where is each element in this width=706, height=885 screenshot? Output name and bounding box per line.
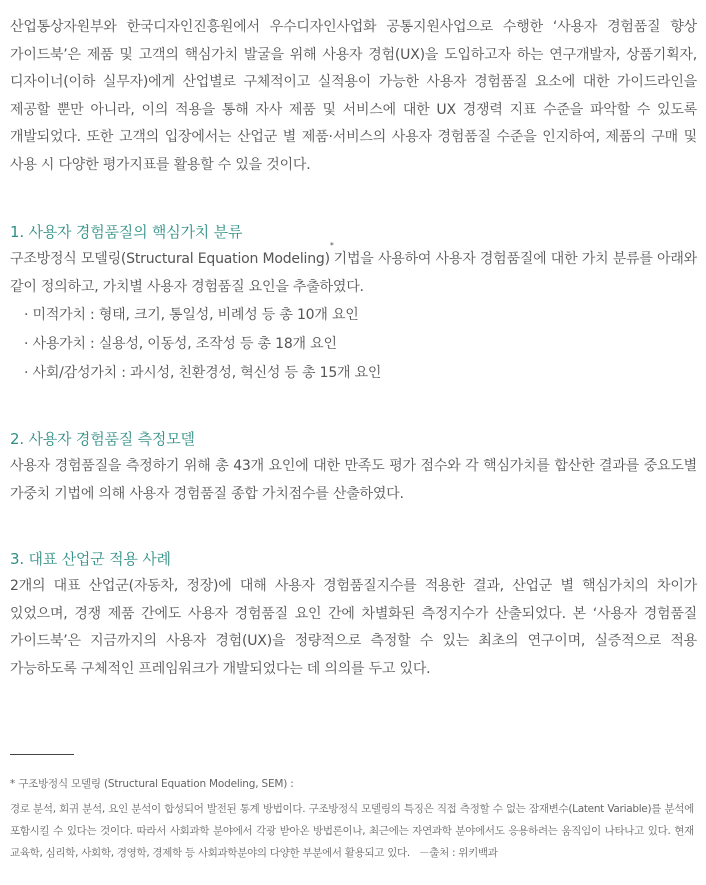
list-item: · 사용가치 : 실용성, 이동성, 조작성 등 총 18개 요인 [24,336,337,352]
value-list [10,301,697,388]
section-heading: 2. 사용자 경험품질 측정모델 [10,430,195,448]
intro-paragraph: 산업통상자원부와 한국디자인진흥원에서 우수디자인사업화 공통지원사업으로 수행한 ‘사용자 경험품질 향상 가이드북’은 제품 및 고객의 핵심가치 발굴을 위해 사용자 경험(UX)을 도입하고자 하는 연구개발자, 상품기획자, 디자이너(이하 실무자)에게 산업별로 구체적이고 실적용이 가능한 사용자 경험품질 요소에 대한 가이드라인을 제공할 뿐만 아니라, 이의 적용을 통해 자사 제품 및 서비스에 대한 UX 경쟁력 지표 수준을 파악할 수 있도록 개발되었다. 또한 고객의 입장에서는 산업군 별 제품·서비스의 사용자 경험품질 수준을 인지하여, 제품의 구매 및 사용 시 다양한 평가지표를 활용할 수 있을 것이다. [10,19,697,173]
footnote-title: * 구조방정식 모델링 (Structural Equation Modeling, SEM) : [10,778,294,790]
footnote [10,776,694,864]
section-core-values [10,219,697,388]
footnote-divider [10,754,74,755]
section-heading: 1. 사용자 경험품질의 핵심가치 분류 [10,223,243,241]
section-heading: 3. 대표 산업군 적용 사례 [10,550,171,568]
section-case-study [10,546,697,683]
section-measurement-model [10,426,697,508]
list-item: · 미적가치 : 형태, 크기, 통일성, 비례성 등 총 10개 요인 [24,307,359,323]
footnote-body [10,798,694,864]
footnote-source: －출처 : 위키백과 [419,847,498,859]
footnote-text: 경로 분석, 회귀 분석, 요인 분석이 합성되어 발전된 통계 방법이다. 구조방정식 모델링의 특징은 직접 측정할 수 없는 잠재변수(Latent Variable)를 분석에 포함시킬 수 있다는 것이다. 따라서 사회과학 분야에서 각광 받아온 방법론이나, 최근에는 자연과학 분야에서도 응용하려는 움직임이 나타나고 있다. 현재 교육학, 심리학, 사회학, 경영학, 경제학 등 사회과학분야의 다양한 부분에서 활용되고 있다. [10,803,694,859]
list-item: · 사회/감성가치 : 과시성, 친환경성, 혁신성 등 총 15개 요인 [24,365,382,381]
section-paragraph: 2개의 대표 산업군(자동차, 정장)에 대해 사용자 경험품질지수를 적용한 결과, 산업군 별 핵심가치의 차이가 있었으며, 경쟁 제품 간에도 사용자 경험품질 요인 간에 차별화된 측정지수가 산출되었다. 본 ‘사용자 경험품질 가이드북’은 지금까지의 사용자 경험(UX)을 정량적으로 측정할 수 있는 최초의 연구이며, 실증적으로 적용 가능하도록 구체적인 프레임워크가 개발되었다는 데 의의를 두고 있다. [10,578,697,677]
section-paragraph: 사용자 경험품질을 측정하기 위해 총 43개 요인에 대한 만족도 평가 점수와 각 핵심가치를 합산한 결과를 중요도별 가중치 기법에 의해 사용자 경험품질 종합 가치점수를 산출하였다. [10,458,697,502]
section-paragraph [10,241,697,301]
paragraph-text: 기법을 사용하여 사용자 경험품질에 대한 가치 분류를 아래와 같이 정의하고, 가치별 사용자 경험품질 요인을 추출하였다. [10,251,697,295]
paragraph-text: 구조방정식 모델링(Structural Equation Modeling) [10,251,330,267]
footnote-mark: * [329,241,334,250]
